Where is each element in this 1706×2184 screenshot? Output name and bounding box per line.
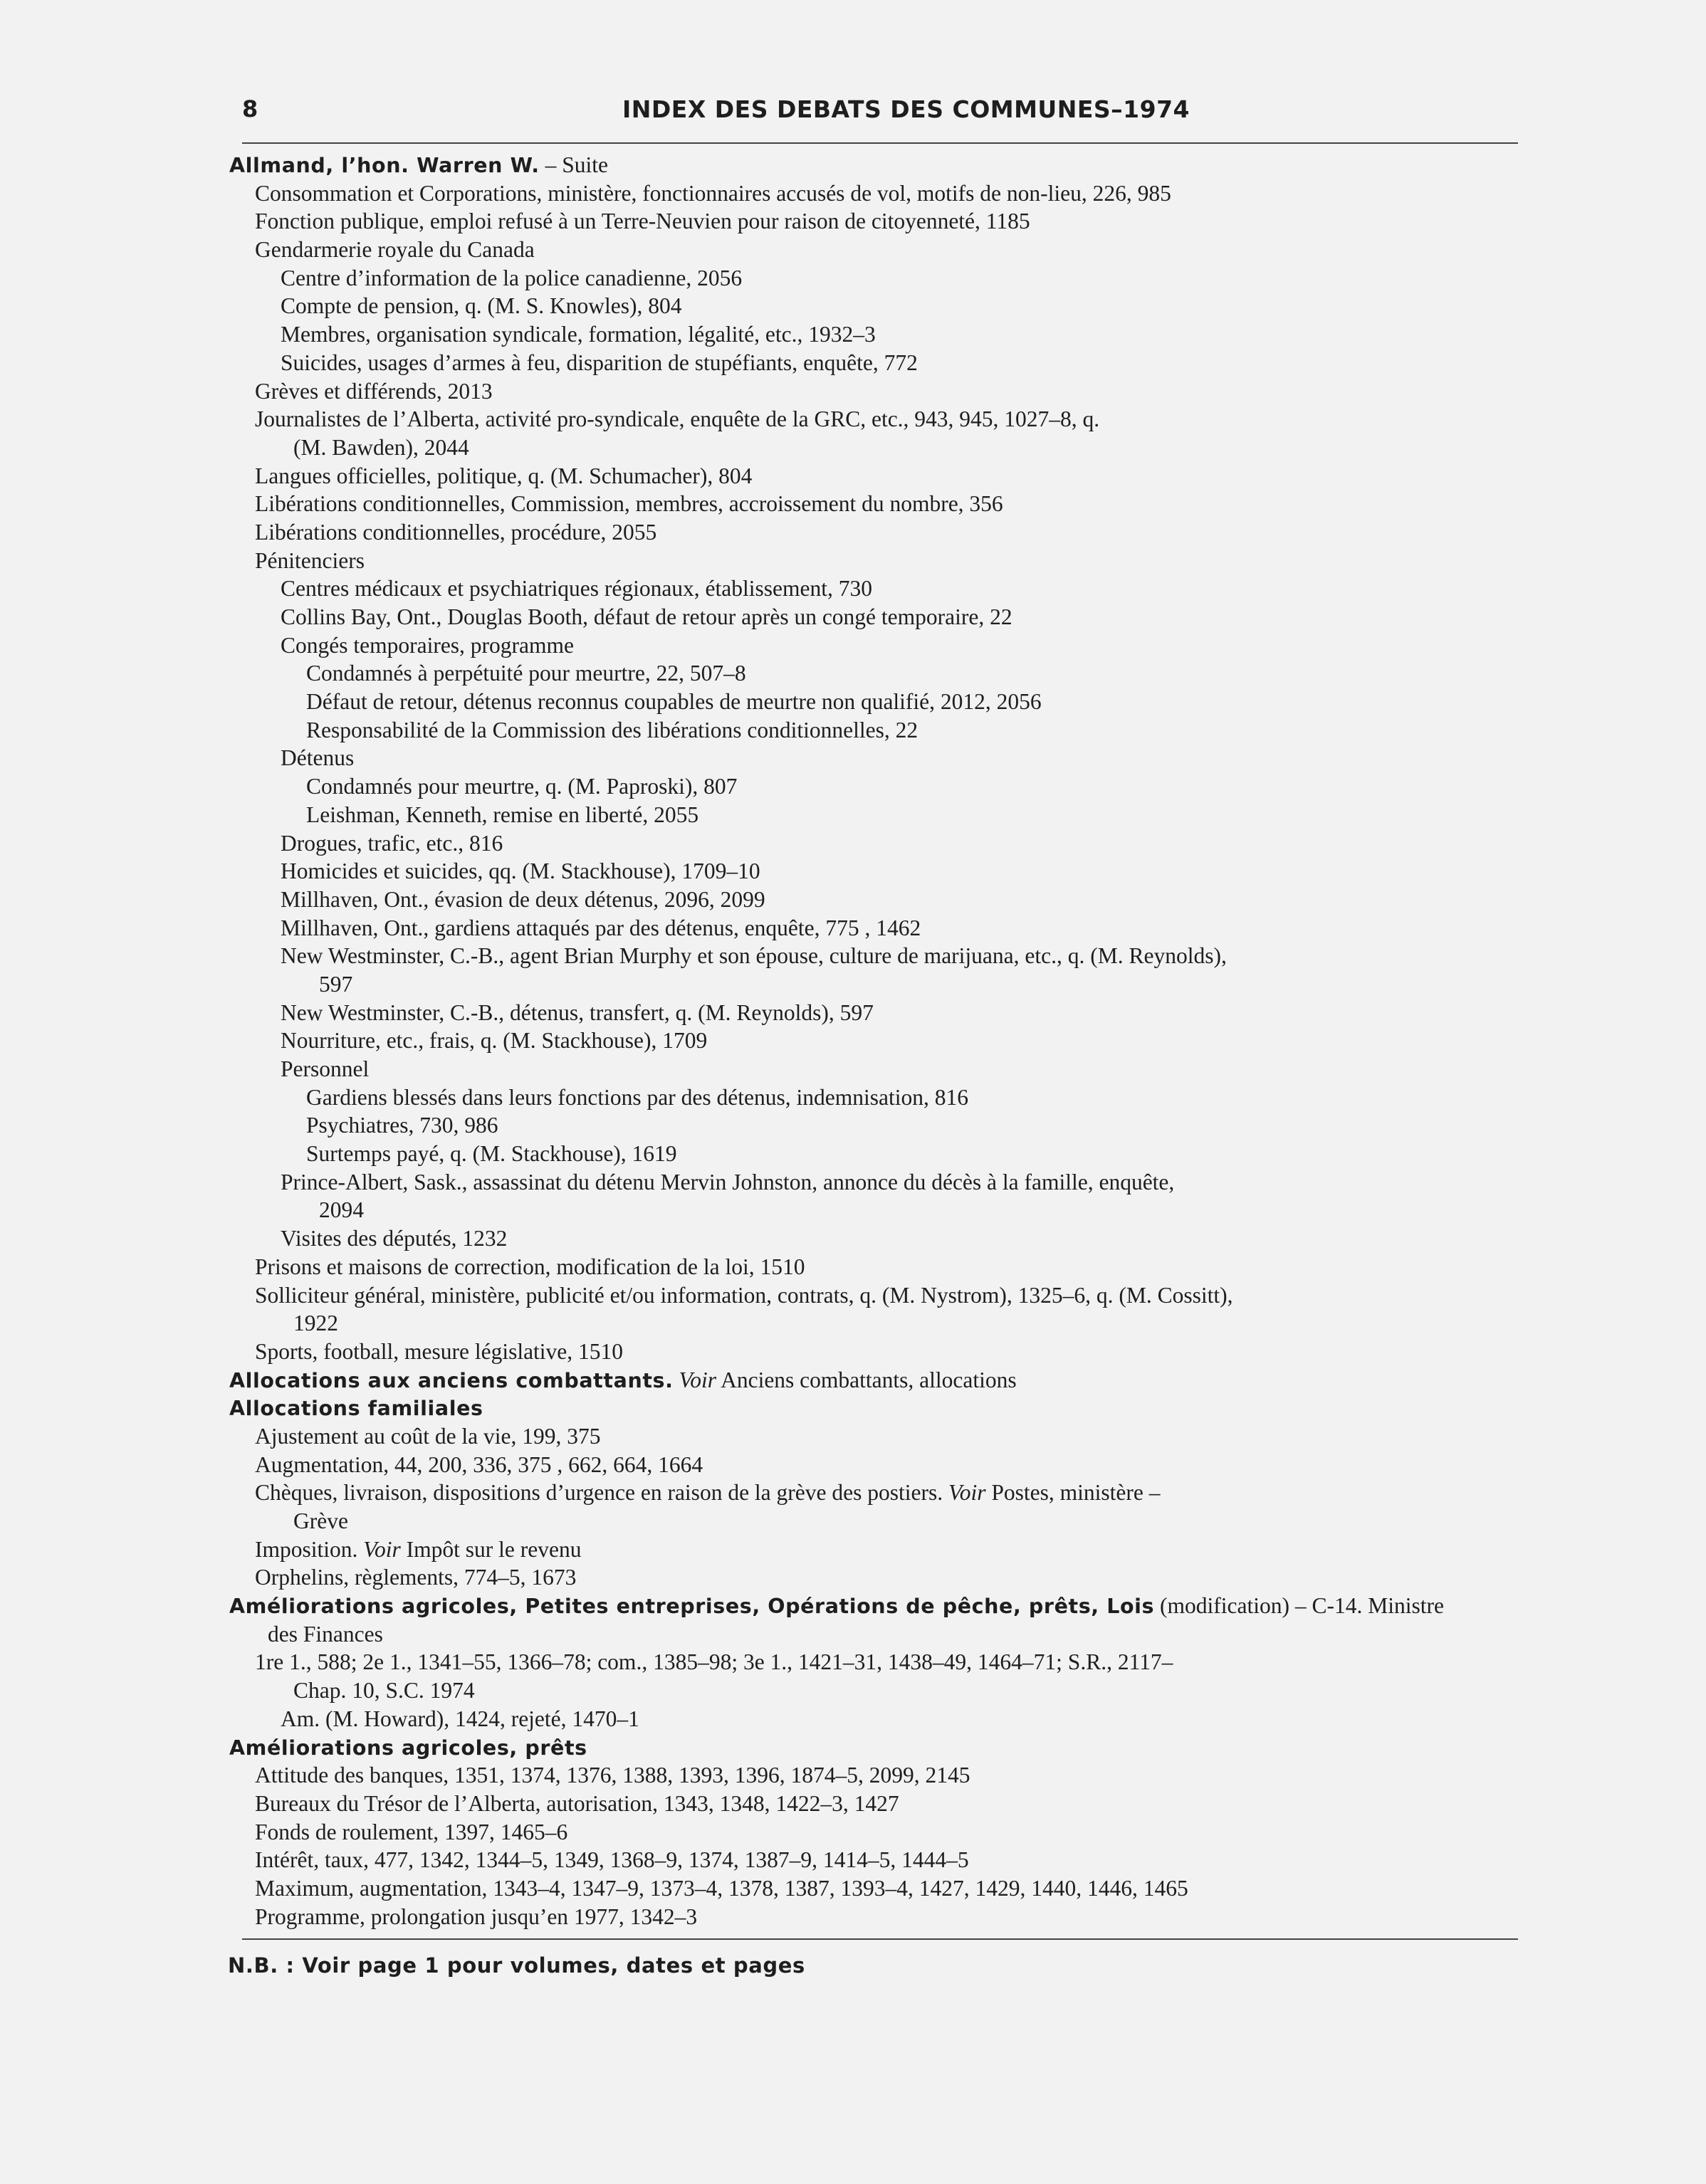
index-entry <box>229 1140 1568 1168</box>
entry-text: Prisons et maisons de correction, modification de la loi, 1510 <box>255 1254 805 1279</box>
entry-text: Fonction publique, emploi refusé à un Terre-Neuvien pour raison de citoyenneté, 1185 <box>255 209 1030 234</box>
entry-text: Gardiens blessés dans leurs fonctions par des détenus, indemnisation, 816 <box>306 1084 968 1110</box>
index-entry <box>229 518 1568 547</box>
index-entry <box>229 547 1568 575</box>
index-entry <box>229 1479 1568 1507</box>
entry-text: Collins Bay, Ont., Douglas Booth, défaut de retour après un congé temporaire, 22 <box>281 604 1012 629</box>
index-entry <box>229 942 1568 970</box>
index-entry <box>229 1422 1568 1451</box>
entry-text: Homicides et suicides, qq. (M. Stackhouse), 1709–10 <box>281 859 760 884</box>
entry-text: Imposition. <box>255 1536 364 1562</box>
entry-text: Orphelins, règlements, 774–5, 1673 <box>255 1565 577 1590</box>
index-entry <box>229 772 1568 801</box>
entry-heading-text: Allmand, l’hon. Warren W. <box>229 154 540 177</box>
entry-heading-text: Allocations familiales <box>229 1397 483 1421</box>
index-entry <box>229 236 1568 264</box>
entry-text: Ajustement au coût de la vie, 199, 375 <box>255 1423 601 1449</box>
entry-text: Solliciteur général, ministère, publicité et/ou information, contrats, q. (M. Nystrom), 1325–6, q. (M. Cossitt), <box>255 1282 1233 1308</box>
index-entry <box>229 1224 1568 1253</box>
index-entry <box>229 292 1568 320</box>
entry-text: Chap. 10, S.C. 1974 <box>293 1678 475 1703</box>
index-entry <box>229 829 1568 858</box>
entry-text: 2094 <box>319 1197 364 1223</box>
index-entry <box>229 1083 1568 1112</box>
index-heading <box>229 1366 1568 1395</box>
entry-text: Langues officielles, politique, q. (M. Schumacher), 804 <box>255 463 753 488</box>
entry-text: Am. (M. Howard), 1424, rejeté, 1470–1 <box>281 1706 639 1731</box>
entry-text: Millhaven, Ont., gardiens attaqués par des détenus, enquête, 775 , 1462 <box>281 915 921 940</box>
index-entry <box>229 1620 1568 1649</box>
entry-text: Grèves et différends, 2013 <box>255 378 493 404</box>
entry-text: Bureaux du Trésor de l’Alberta, autorisation, 1343, 1348, 1422–3, 1427 <box>255 1790 899 1816</box>
entry-text: Centres médicaux et psychiatriques régionaux, établissement, 730 <box>281 576 873 602</box>
entry-text: Suicides, usages d’armes à feu, disparition de stupéfiants, enquête, 772 <box>281 350 918 375</box>
index-entry <box>229 659 1568 688</box>
entry-text: Membres, organisation syndicale, formation, légalité, etc., 1932–3 <box>281 322 876 347</box>
index-entry <box>229 1874 1568 1903</box>
index-entry <box>229 1111 1568 1140</box>
index-entry <box>229 1818 1568 1847</box>
index-heading <box>229 151 1568 179</box>
entry-text: Millhaven, Ont., évasion de deux détenus, 2096, 2099 <box>281 886 765 912</box>
index-entry <box>229 688 1568 716</box>
index-entry <box>229 434 1568 462</box>
entry-heading-text: Améliorations agricoles, prêts <box>229 1736 587 1760</box>
entry-text: (M. Bawden), 2044 <box>293 434 469 460</box>
entry-text: Nourriture, etc., frais, q. (M. Stackhouse), 1709 <box>281 1028 708 1054</box>
index-heading <box>229 1394 1568 1422</box>
entry-text: Défaut de retour, détenus reconnus coupables de meurtre non qualifié, 2012, 2056 <box>306 689 1042 715</box>
index-entry <box>229 1309 1568 1338</box>
entry-text: Impôt sur le revenu <box>400 1536 582 1562</box>
index-entry <box>229 405 1568 434</box>
entry-text: Leishman, Kenneth, remise en liberté, 2055 <box>306 802 699 827</box>
index-heading <box>229 1592 1568 1620</box>
entry-text: New Westminster, C.-B., détenus, transfert, q. (M. Reynolds), 597 <box>281 999 874 1025</box>
index-entry <box>229 1790 1568 1818</box>
entry-text: Pénitenciers <box>255 547 365 573</box>
page-number: 8 <box>242 95 258 122</box>
entry-text: Postes, ministère – <box>985 1480 1161 1506</box>
entry-text: Psychiatres, 730, 986 <box>306 1113 498 1138</box>
cross-ref-voir: Voir <box>363 1536 401 1562</box>
entry-text: Sports, football, mesure législative, 1510 <box>255 1338 624 1364</box>
index-entry <box>229 1705 1568 1733</box>
entry-text: Centre d’information de la police canadienne, 2056 <box>281 265 743 290</box>
index-entry <box>229 1281 1568 1310</box>
index-entry <box>229 1761 1568 1790</box>
index-entry <box>229 1196 1568 1224</box>
entry-text: Attitude des banques, 1351, 1374, 1376, 1388, 1393, 1396, 1874–5, 2099, 2145 <box>255 1763 970 1788</box>
index-entry <box>229 1676 1568 1705</box>
index-entry <box>229 264 1568 293</box>
index-entry <box>229 999 1568 1027</box>
entry-text: Libérations conditionnelles, procédure, 2055 <box>255 519 657 545</box>
entry-text: Compte de pension, q. (M. S. Knowles), 804 <box>281 293 682 319</box>
entry-text: Condamnés à perpétuité pour meurtre, 22, 507–8 <box>306 661 746 686</box>
entry-heading-text: Allocations aux anciens combattants. <box>229 1368 674 1392</box>
entry-text: des Finances <box>268 1621 383 1647</box>
entry-text: Visites des députés, 1232 <box>281 1226 508 1251</box>
index-entry <box>229 1535 1568 1564</box>
index-entry <box>229 377 1568 406</box>
index-entry <box>229 320 1568 349</box>
entry-text: Grève <box>293 1508 348 1533</box>
entry-text: Gendarmerie royale du Canada <box>255 237 535 263</box>
index-entry <box>229 914 1568 943</box>
entry-text: Journalistes de l’Alberta, activité pro-syndicale, enquête de la GRC, etc., 943, 945, 1027–8, q. <box>255 406 1100 432</box>
header-rule <box>242 142 1518 144</box>
entry-heading-text: Améliorations agricoles, Petites entreprises, Opérations de pêche, prêts, Lois <box>229 1595 1155 1619</box>
entry-text: Chèques, livraison, dispositions d’urgence en raison de la grève des postiers. <box>255 1480 948 1506</box>
index-entry <box>229 462 1568 490</box>
page-header <box>242 91 1524 134</box>
index-entry <box>229 744 1568 772</box>
entry-text: Intérêt, taux, 477, 1342, 1344–5, 1349, 1368–9, 1374, 1387–9, 1414–5, 1444–5 <box>255 1847 969 1873</box>
cross-ref-voir: Voir <box>948 1480 986 1506</box>
entry-text: (modification) – C-14. Ministre <box>1154 1593 1444 1619</box>
index-entry <box>229 886 1568 914</box>
index-heading <box>229 1733 1568 1762</box>
index-entry <box>229 1903 1568 1931</box>
index-entry <box>229 207 1568 236</box>
index-entries <box>229 151 1568 1931</box>
entry-text: Libérations conditionnelles, Commission, membres, accroissement du nombre, 356 <box>255 491 1003 517</box>
entry-text: Augmentation, 44, 200, 336, 375 , 662, 664, 1664 <box>255 1451 703 1477</box>
footnote: N.B. : Voir page 1 pour volumes, dates et pages <box>228 1953 805 1978</box>
entry-text: 1922 <box>293 1311 338 1336</box>
entry-text: Congés temporaires, programme <box>281 632 575 658</box>
index-entry <box>229 857 1568 886</box>
footer-rule <box>242 1938 1518 1940</box>
entry-text: Détenus <box>281 745 355 771</box>
index-entry <box>229 490 1568 518</box>
entry-text: Fonds de roulement, 1397, 1465–6 <box>255 1819 568 1844</box>
entry-text: Maximum, augmentation, 1343–4, 1347–9, 1373–4, 1378, 1387, 1393–4, 1427, 1429, 1440, 1446, 1465 <box>255 1875 1188 1901</box>
index-entry <box>229 1451 1568 1479</box>
index-entry <box>229 1338 1568 1366</box>
entry-text: Consommation et Corporations, ministère, fonctionnaires accusés de vol, motifs de non-lieu, 226, 985 <box>255 180 1171 206</box>
entry-text: Surtemps payé, q. (M. Stackhouse), 1619 <box>306 1141 677 1167</box>
index-entry <box>229 1563 1568 1592</box>
entry-text: 1re 1., 588; 2e 1., 1341–55, 1366–78; com., 1385–98; 3e 1., 1421–31, 1438–49, 1464–71; S.R., 2117– <box>255 1649 1173 1675</box>
entry-text: 597 <box>319 971 353 997</box>
entry-text: Personnel <box>281 1056 370 1081</box>
index-entry <box>229 349 1568 377</box>
index-entry <box>229 1168 1568 1197</box>
index-entry <box>229 1648 1568 1676</box>
index-entry <box>229 970 1568 999</box>
index-entry <box>229 801 1568 829</box>
index-entry <box>229 1027 1568 1055</box>
cross-ref-voir: Voir <box>679 1367 716 1392</box>
index-entry <box>229 716 1568 745</box>
running-title: INDEX DES DEBATS DES COMMUNES–1974 <box>622 95 1190 123</box>
entry-text: Responsabilité de la Commission des libérations conditionnelles, 22 <box>306 717 919 742</box>
index-entry <box>229 603 1568 631</box>
index-entry <box>229 179 1568 208</box>
index-entry <box>229 1055 1568 1083</box>
entry-text: Prince-Albert, Sask., assassinat du détenu Mervin Johnston, annonce du décès à la famille, enquête, <box>281 1169 1175 1195</box>
index-entry <box>229 1253 1568 1281</box>
index-entry <box>229 574 1568 603</box>
entry-text: Drogues, trafic, etc., 816 <box>281 830 503 856</box>
entry-text: Condamnés pour meurtre, q. (M. Paproski), 807 <box>306 774 738 799</box>
index-entry <box>229 1846 1568 1874</box>
index-entry <box>229 631 1568 660</box>
entry-text: Anciens combattants, allocations <box>716 1367 1017 1392</box>
index-entry <box>229 1507 1568 1535</box>
entry-text: New Westminster, C.-B., agent Brian Murphy et son épouse, culture de marijuana, etc., q. (M. Reynolds), <box>281 943 1227 969</box>
entry-text: – Suite <box>539 152 608 177</box>
entry-text: Programme, prolongation jusqu’en 1977, 1342–3 <box>255 1904 698 1929</box>
